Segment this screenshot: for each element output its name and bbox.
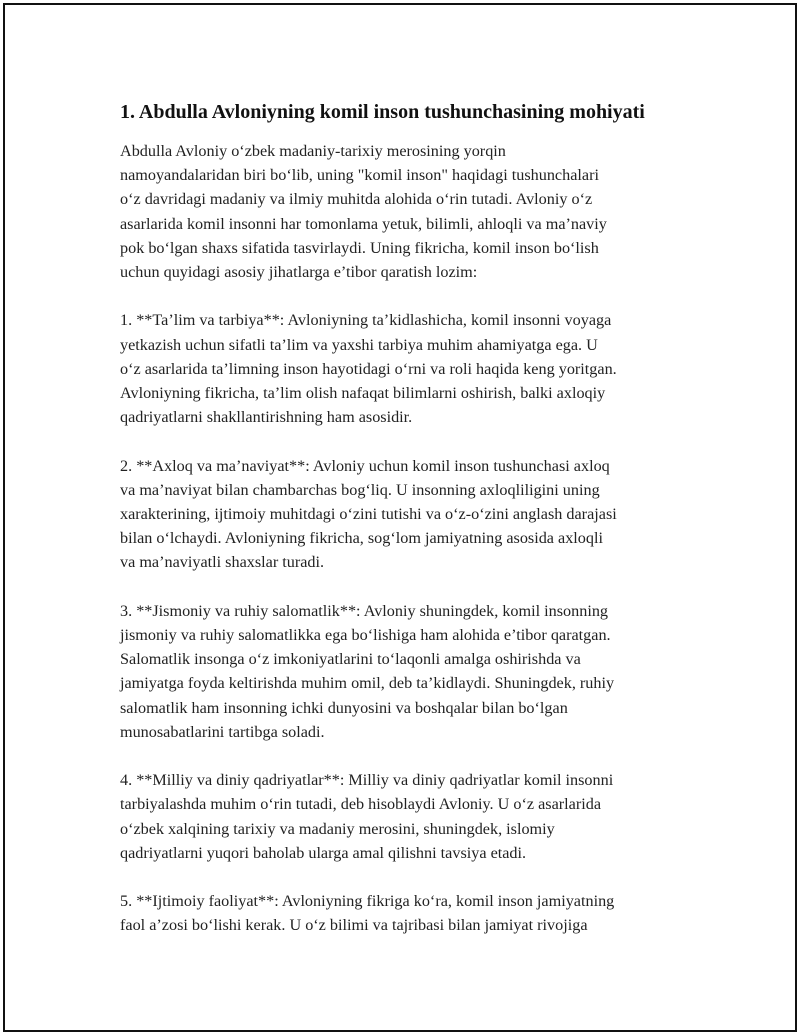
- text-line: o‘z davridagi madaniy va ilmiy muhitda alohida o‘rin tutadi. Avloniy o‘z: [120, 190, 593, 209]
- page-frame: [3, 3, 797, 1032]
- text-line: bilan o‘lchaydi. Avloniyning fikricha, sog‘lom jamiyatning asosida axloqli: [120, 529, 603, 548]
- text-line: jamiyatga foyda keltirishda muhim omil, deb ta’kidlaydi. Shuningdek, ruhiy: [120, 674, 615, 693]
- page-title: 1. Abdulla Avloniyning komil inson tushunchasining mohiyati: [120, 101, 645, 123]
- text-line: 1. **Ta’lim va tarbiya**: Avloniyning ta’kidlashicha, komil insonni voyaga: [120, 311, 612, 330]
- paragraph-qadriyatlar: [120, 768, 700, 865]
- text-line: 2. **Axloq va ma’naviyat**: Avloniy uchun komil inson tushunchasi axloq: [120, 456, 610, 475]
- text-line: xarakterining, ijtimoiy muhitdagi o‘zini tutishi va o‘z-o‘zini anglash darajasi: [120, 505, 617, 524]
- text-line: munosabatlarini tartibga soladi.: [120, 722, 325, 741]
- text-line: yetkazish uchun sifatli ta’lim va yaxshi tarbiya muhim ahamiyatga ega. U: [120, 335, 598, 354]
- text-line: pok bo‘lgan shaxs sifatida tasvirlaydi. Uning fikricha, komil inson bo‘lish: [120, 238, 599, 257]
- paragraph-talim-tarbiya: [120, 308, 700, 429]
- text-line: 4. **Milliy va diniy qadriyatlar**: Milliy va diniy qadriyatlar komil insonni: [120, 771, 614, 790]
- paragraph-salomatlik: [120, 599, 700, 744]
- text-line: tarbiyalashda muhim o‘rin tutadi, deb hisoblaydi Avloniy. U o‘z asarlarida: [120, 795, 602, 814]
- text-line: faol a’zosi bo‘lishi kerak. U o‘z bilimi va tajribasi bilan jamiyat rivojiga: [120, 916, 588, 935]
- text-line: va ma’naviyatli shaxslar turadi.: [120, 553, 325, 572]
- text-line: uchun quyidagi asosiy jihatlarga e’tibor qaratish lozim:: [120, 263, 478, 282]
- text-line: o‘zbek xalqining tarixiy va madaniy merosini, shuningdek, islomiy: [120, 819, 555, 838]
- text-line: qadriyatlarni yuqori baholab ularga amal qilishni tavsiya etadi.: [120, 843, 527, 862]
- text-line: 3. **Jismoniy va ruhiy salomatlik**: Avloniy shuningdek, komil insonning: [120, 601, 609, 620]
- text-line: Avloniyning fikricha, ta’lim olish nafaqat bilimlarni oshirish, balki axloqiy: [120, 384, 606, 403]
- text-line: namoyandalaridan biri bo‘lib, uning "komil inson" haqidagi tushunchalari: [120, 166, 599, 185]
- paragraph-axloq-manaviyat: [120, 454, 700, 575]
- text-line: o‘z asarlarida ta’limning inson hayotidagi o‘rni va roli haqida keng yoritgan.: [120, 359, 617, 378]
- paragraph-intro: [120, 139, 700, 284]
- text-line: Abdulla Avloniy o‘zbek madaniy-tarixiy merosining yorqin: [120, 142, 506, 160]
- document-body: [120, 99, 700, 962]
- text-line: 5. **Ijtimoiy faoliyat**: Avloniyning fikriga ko‘ra, komil inson jamiyatning: [120, 892, 615, 911]
- text-line: Salomatlik insonga o‘z imkoniyatlarini to‘laqonli amalga oshirishda va: [120, 650, 581, 669]
- text-line: qadriyatlarni shakllantirishning ham asosidir.: [120, 408, 413, 427]
- text-line: salomatlik ham insonning ichki dunyosini va boshqalar bilan bo‘lgan: [120, 698, 568, 717]
- text-line: asarlarida komil insonni har tomonlama yetuk, bilimli, ahloqli va ma’naviy: [120, 214, 607, 233]
- text-line: jismoniy va ruhiy salomatlikka ega bo‘lishiga ham alohida e’tibor qaratgan.: [120, 626, 611, 645]
- text-line: va ma’naviyat bilan chambarchas bog‘liq. U insonning axloqliligini uning: [120, 480, 600, 499]
- paragraph-ijtimoiy-faoliyat: [120, 889, 700, 937]
